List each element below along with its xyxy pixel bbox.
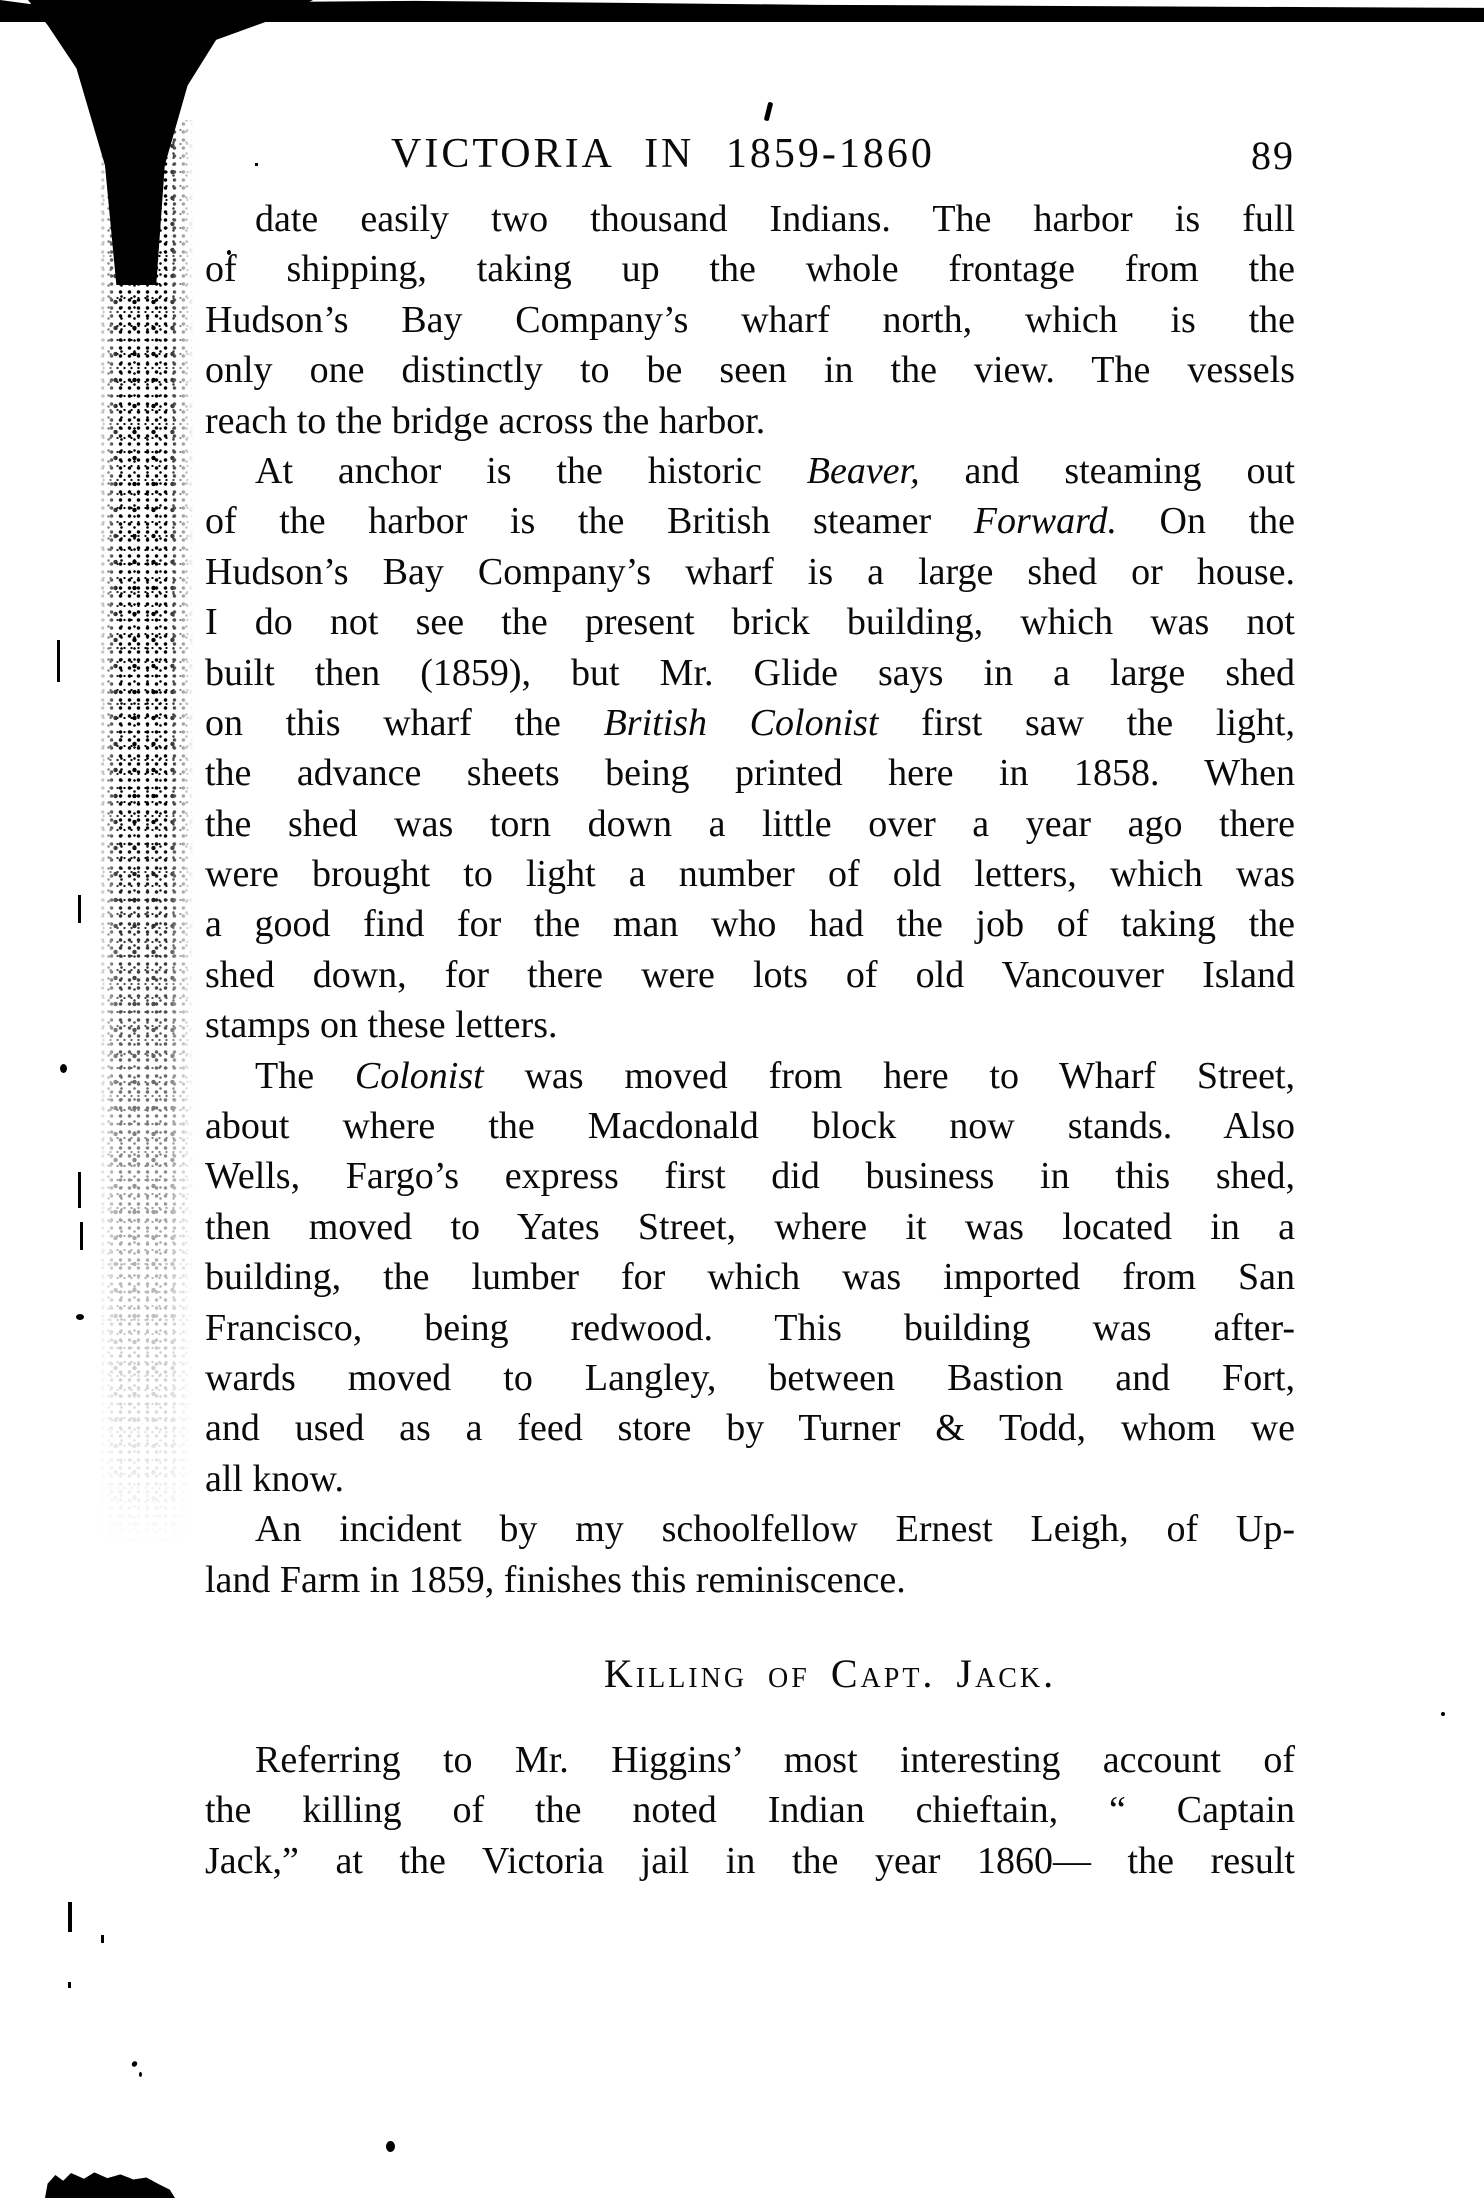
bottom-edge-smudge [45,2166,175,2198]
text-segment: At anchor is the historic [255,449,807,492]
text-line [205,396,1295,446]
text-line [205,1504,1295,1554]
text-line [205,1051,1295,1101]
text-segment: Hudson’s Bay Company’s wharf is a large shed or house. [205,550,1295,593]
text-line [205,1403,1295,1453]
text-segment: first saw the light, [878,701,1295,744]
text-line [205,1555,1295,1605]
ink-speck [57,640,60,682]
body-text-continued [205,1735,1295,1886]
text-line [205,547,1295,597]
page-header [205,130,1295,184]
ink-speck [764,102,773,122]
text-segment: the advance sheets being printed here in 1858. When [205,752,1295,795]
body-text [205,194,1295,1605]
text-segment: was moved from here to Wharf Street, [483,1054,1296,1097]
text-segment: built then (1859), but Mr. Glide says in a large shed [205,651,1295,694]
text-segment: date easily two thousand Indians. The harbor is full [255,198,1295,240]
text-segment: reach to the bridge across the harbor. [205,399,766,442]
text-line [205,1252,1295,1302]
text-line [205,244,1295,294]
text-line [205,1303,1295,1353]
ink-speck [60,1064,67,1073]
section-heading: Killing of Capt. Jack. [603,1651,1057,1696]
text-line [205,648,1295,698]
text-segment: Referring to Mr. Higgins’ most interesting account of [255,1739,1295,1781]
ink-speck [1441,1712,1445,1716]
paragraph [205,194,1295,446]
text-segment: stamps on these letters. [205,1004,558,1047]
text-segment: building, the lumber for which was imported from San [205,1256,1295,1299]
text-segment: Francisco, being redwood. This building was after- [205,1306,1295,1349]
text-line [205,295,1295,345]
text-segment: wards moved to Langley, between Bastion and Fort, [205,1356,1295,1399]
italic-text: Colonist [354,1054,484,1097]
text-line [205,194,1295,244]
text-segment: of shipping, taking up the whole frontage from the [205,248,1295,291]
text-line [205,597,1295,647]
text-segment: all know. [205,1457,344,1500]
text-segment: the shed was torn down a little over a year ago there [205,802,1295,845]
page-number: 89 [1251,133,1295,178]
ink-speck [78,895,81,923]
text-line [205,1151,1295,1201]
ink-speck [131,2060,139,2068]
text-segment: a good find for the man who had the job of taking the [205,903,1295,946]
text-line [205,446,1295,496]
ink-speck [76,1314,84,1320]
text-line [205,496,1295,546]
italic-text: Forward. [973,500,1117,543]
text-segment: then moved to Yates Street, where it was located in a [205,1205,1295,1248]
ink-speck [386,2141,395,2152]
paragraph [205,1051,1295,1505]
text-line [205,748,1295,798]
text-segment: on this wharf the [205,701,604,744]
text-line [205,345,1295,395]
text-line [205,1202,1295,1252]
binding-gutter-speckle [98,120,198,1550]
text-segment: and used as a feed store by Turner & Todd, whom we [205,1407,1295,1450]
text-line [205,1101,1295,1151]
text-line [205,1836,1295,1886]
text-line [205,1353,1295,1403]
text-segment: were brought to light a number of old letters, which was [205,853,1295,896]
text-segment: I do not see the present brick building, which was not [205,601,1295,644]
text-segment: On the [1116,500,1296,543]
ink-speck [139,2072,142,2077]
text-segment: about where the Macdonald block now stands. Also [205,1105,1295,1148]
text-line [205,1000,1295,1050]
italic-text: British Colonist [603,701,879,744]
text-line [205,849,1295,899]
text-line [205,698,1295,748]
ink-speck [101,1935,104,1943]
paragraph [205,1735,1295,1886]
text-segment: shed down, for there were lots of old Vancouver Island [205,953,1295,996]
page-title: VICTORIA IN 1859-1860 [391,131,935,177]
italic-text: Beaver, [806,449,920,492]
text-line [205,1785,1295,1835]
text-segment: Jack,” at the Victoria jail in the year 1860— the result [205,1839,1295,1882]
text-segment: An incident by my schoolfellow Ernest Leigh, of Up- [255,1508,1295,1551]
text-line [205,1454,1295,1504]
paragraph [205,446,1295,1051]
text-segment: of the harbor is the British steamer [205,500,974,543]
text-segment: land Farm in 1859, finishes this reminiscence. [205,1558,906,1601]
text-segment: The [255,1054,355,1097]
text-segment: and steaming out [919,449,1295,492]
ink-speck [78,1172,81,1208]
binding-gutter-streak [98,120,198,1550]
text-segment: Wells, Fargo’s express first did business in this shed, [205,1155,1295,1198]
text-segment: Hudson’s Bay Company’s wharf north, which is the [205,298,1295,341]
text-line [205,899,1295,949]
text-line [205,950,1295,1000]
ink-speck [68,1902,72,1932]
text-segment: only one distinctly to be seen in the view. The vessels [205,349,1295,392]
ink-speck [68,1982,71,1988]
text-line [205,1735,1295,1785]
text-line [205,799,1295,849]
text-segment: the killing of the noted Indian chieftain, “ Captain [205,1789,1295,1832]
ink-speck [80,1222,83,1250]
paragraph [205,1504,1295,1605]
